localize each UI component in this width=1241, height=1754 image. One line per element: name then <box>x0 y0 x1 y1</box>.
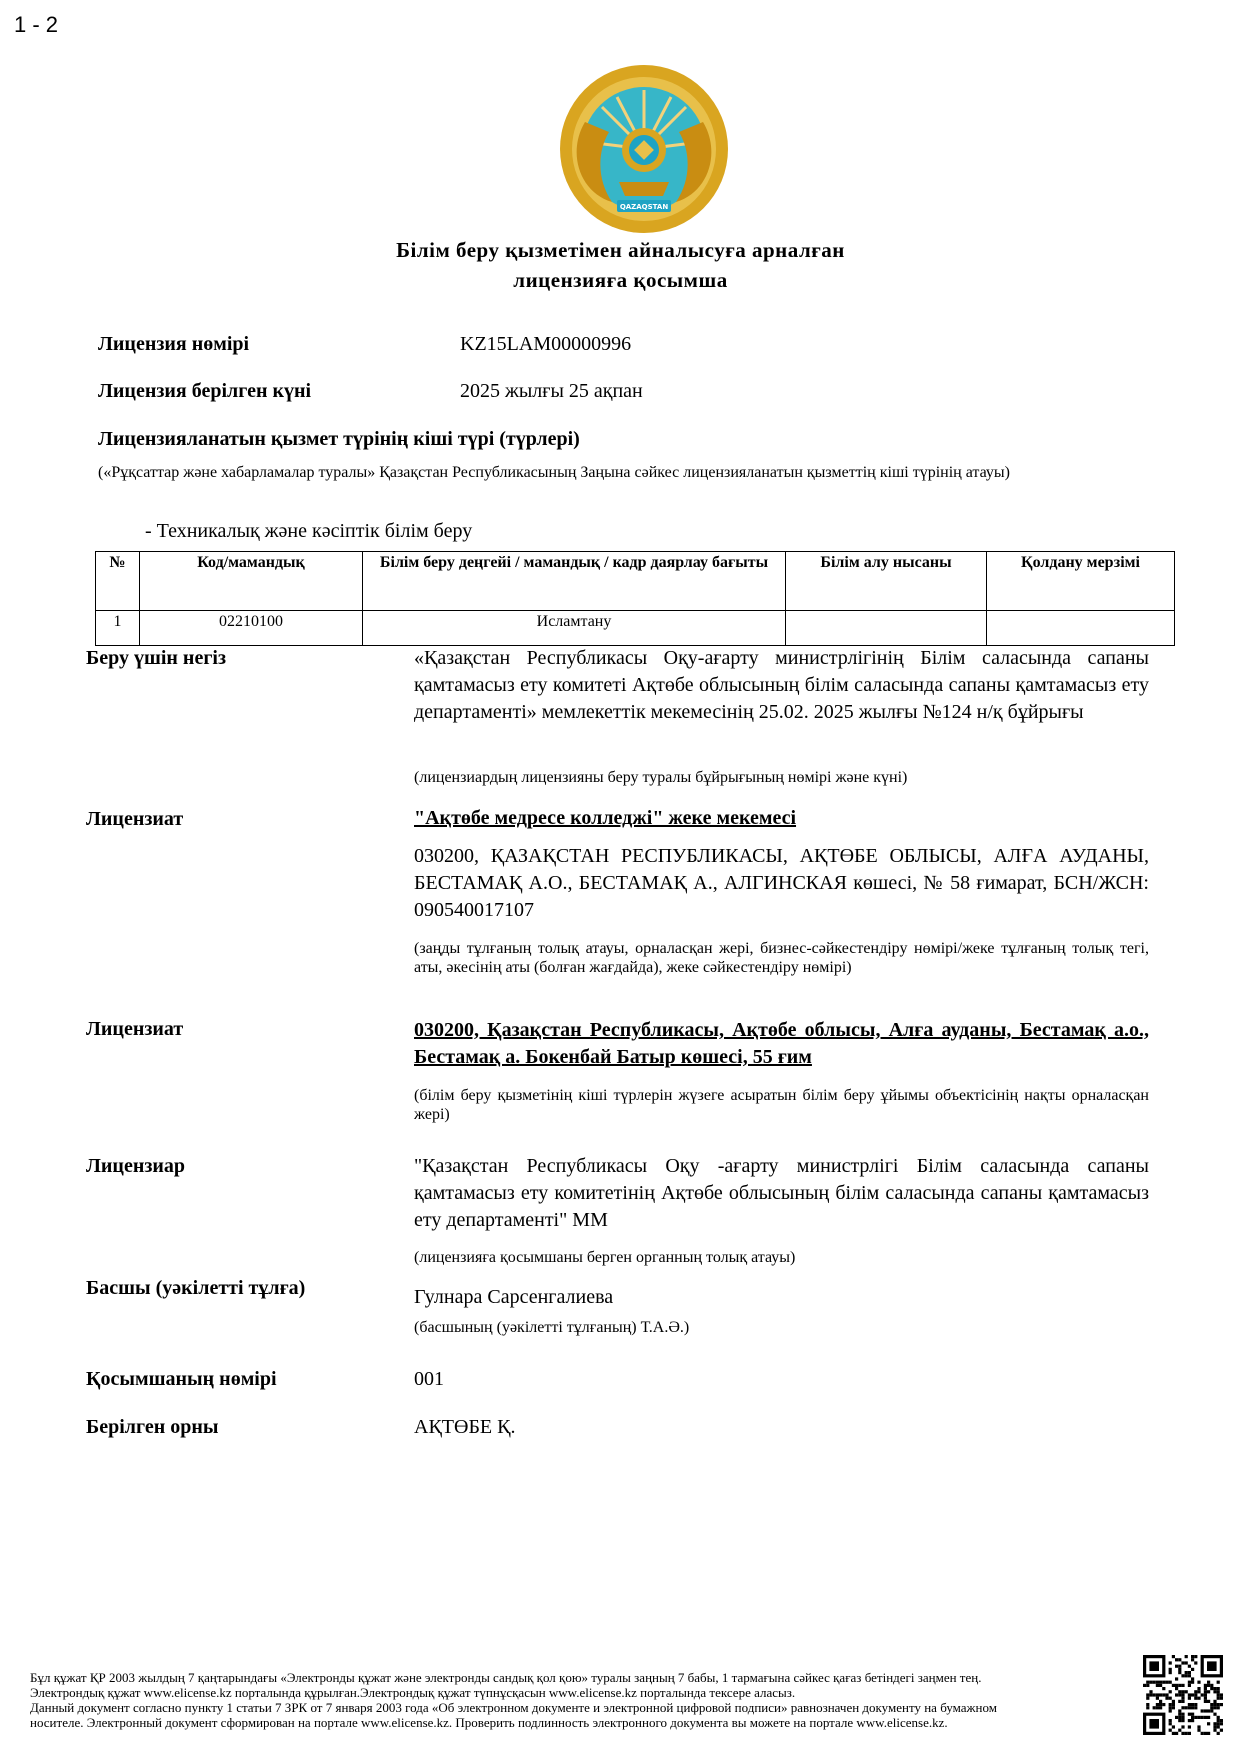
licensor-value: "Қазақстан Республикасы Оқу -ағарту министрлігі Білім саласында сапаны қамтамасыз ету комитетінің Ақтөбе облысының білім саласында сапаны қамтамасыз ету департаменті" ММ <box>414 1155 1149 1231</box>
subtype-note: («Рұқсаттар және хабарламалар туралы» Қазақстан Республикасының Заңына сәйкес лицензияланатын қызметтің кіші түрінің атауы) <box>98 464 1010 481</box>
table-header-row <box>96 552 1175 611</box>
license-number-value: KZ15LAM00000996 <box>460 333 632 355</box>
table-header: Қолдану мерзімі <box>987 552 1175 611</box>
licensor-note: (лицензияға қосымшаны берген органның толық атауы) <box>414 1249 796 1266</box>
basis-value: «Қазақстан Республикасы Оқу-ағарту министрлігінің Білім саласында сапаны қамтамасыз ету комитеті Ақтөбе облысының білім саласында сапаны қамтамасыз ету департаменті» мемлекеттік мекемесінің 25.02. 2025 жылғы №124 н/қ бұйрығы <box>414 647 1149 723</box>
document-title-line2: лицензияға қосымша <box>513 268 728 292</box>
license-number-label: Лицензия нөмірі <box>98 333 250 355</box>
page-number: 1 - 2 <box>14 12 59 37</box>
basis-label: Беру үшін негіз <box>86 647 226 669</box>
head-value: Гулнара Сарсенгалиева <box>414 1286 614 1308</box>
license-date-value: 2025 жылғы 25 ақпан <box>460 380 643 402</box>
document-title-line1: Білім беру қызметімен айналысуға арналған <box>396 238 845 262</box>
annex-number-label: Қосымшаның нөмірі <box>86 1368 277 1390</box>
table-row <box>96 611 1175 646</box>
issue-place-value: АҚТӨБЕ Қ. <box>414 1416 516 1438</box>
table-cell: 1 <box>96 611 140 646</box>
licensee-location-label: Лицензиат <box>86 1018 184 1040</box>
footer-legal-notice <box>30 1670 1140 1730</box>
qr-code-icon <box>1143 1655 1223 1735</box>
licensee-address: 030200, ҚАЗАҚСТАН РЕСПУБЛИКАСЫ, АҚТӨБЕ ОБЛЫСЫ, АЛҒА АУДАНЫ, БЕСТАМАҚ А.О., БЕСТАМАҚ А., АЛГИНСКАЯ көшесі, № 58 ғимарат, БСН/ЖСН: 090540017107 <box>414 845 1149 921</box>
annex-number-value: 001 <box>414 1368 444 1390</box>
licensee-location-note: (білім беру қызметінің кіші түрлерін жүзеге асыратын білім беру ұйымы объектісінің нақты орналасқан жері) <box>414 1087 1149 1123</box>
specialty-table <box>95 551 1175 646</box>
table-header: Код/мамандық <box>140 552 363 611</box>
licensee-location-value: 030200, Қазақстан Республикасы, Ақтөбе облысы, Алға ауданы, Бестамақ а.о., Бестамақ а. Бокенбай Батыр көшесі, 55 ғим <box>414 1019 1149 1068</box>
footer-line: Данный документ согласно пункту 1 статьи 7 ЗРК от 7 января 2003 года «Об электронном документе и электронной цифровой подписи» равнозначен документу на бумажном <box>30 1700 997 1715</box>
table-cell: Исламтану <box>363 611 786 646</box>
emblem-text: QAZAQSTAN <box>619 203 669 211</box>
basis-note: (лицензиардың лицензияны беру туралы бұйрығының нөмірі және күні) <box>414 769 908 786</box>
table-header: № <box>96 552 140 611</box>
license-date-label: Лицензия берілген күні <box>98 380 312 402</box>
subtype-heading: Лицензияланатын қызмет түрінің кіші түрі (түрлері) <box>98 428 580 450</box>
licensee-name: "Ақтөбе медресе колледжі" жеке мекемесі <box>414 807 797 829</box>
footer-line: Бұл құжат ҚР 2003 жылдың 7 қаңтарындағы «Электронды құжат және электронды сандық қол қою» туралы заңның 7 бабы, 1 тармағына сәйкес қағаз бетіндегі заңмен тең. <box>30 1670 982 1685</box>
footer-line: носителе. Электронный документ сформирован на портале www.elicense.kz. Проверить подлинность электронного документа вы можете на портале www.elicense.kz. <box>30 1715 948 1730</box>
licensee-label: Лицензиат <box>86 808 184 830</box>
issue-place-label: Берілген орны <box>86 1416 219 1438</box>
table-cell: 02210100 <box>140 611 363 646</box>
kazakhstan-state-emblem-icon <box>557 62 731 236</box>
table-cell <box>786 611 987 646</box>
footer-line: Электрондық құжат www.elicense.kz порталында құрылған.Электрондық құжат түпнұсқасын www.elicense.kz порталында тексере аласыз. <box>30 1685 796 1700</box>
table-cell <box>987 611 1175 646</box>
subtype-item: - Техникалық және кәсіптік білім беру <box>145 520 473 542</box>
head-note: (басшының (уәкілетті тұлғаның) Т.А.Ә.) <box>414 1319 690 1336</box>
table-header: Білім беру деңгейі / мамандық / кадр даярлау бағыты <box>363 552 786 611</box>
licensor-label: Лицензиар <box>86 1155 186 1177</box>
head-label: Басшы (уәкілетті тұлға) <box>86 1277 306 1299</box>
table-header: Білім алу нысаны <box>786 552 987 611</box>
licensee-note: (заңды тұлғаның толық атауы, орналасқан жері, бизнес-сәйкестендіру нөмірі/жеке тұлғаның толық тегі, аты, әкесінің аты (болған жағдайда), жеке сәйкестендіру нөмірі) <box>414 940 1149 976</box>
